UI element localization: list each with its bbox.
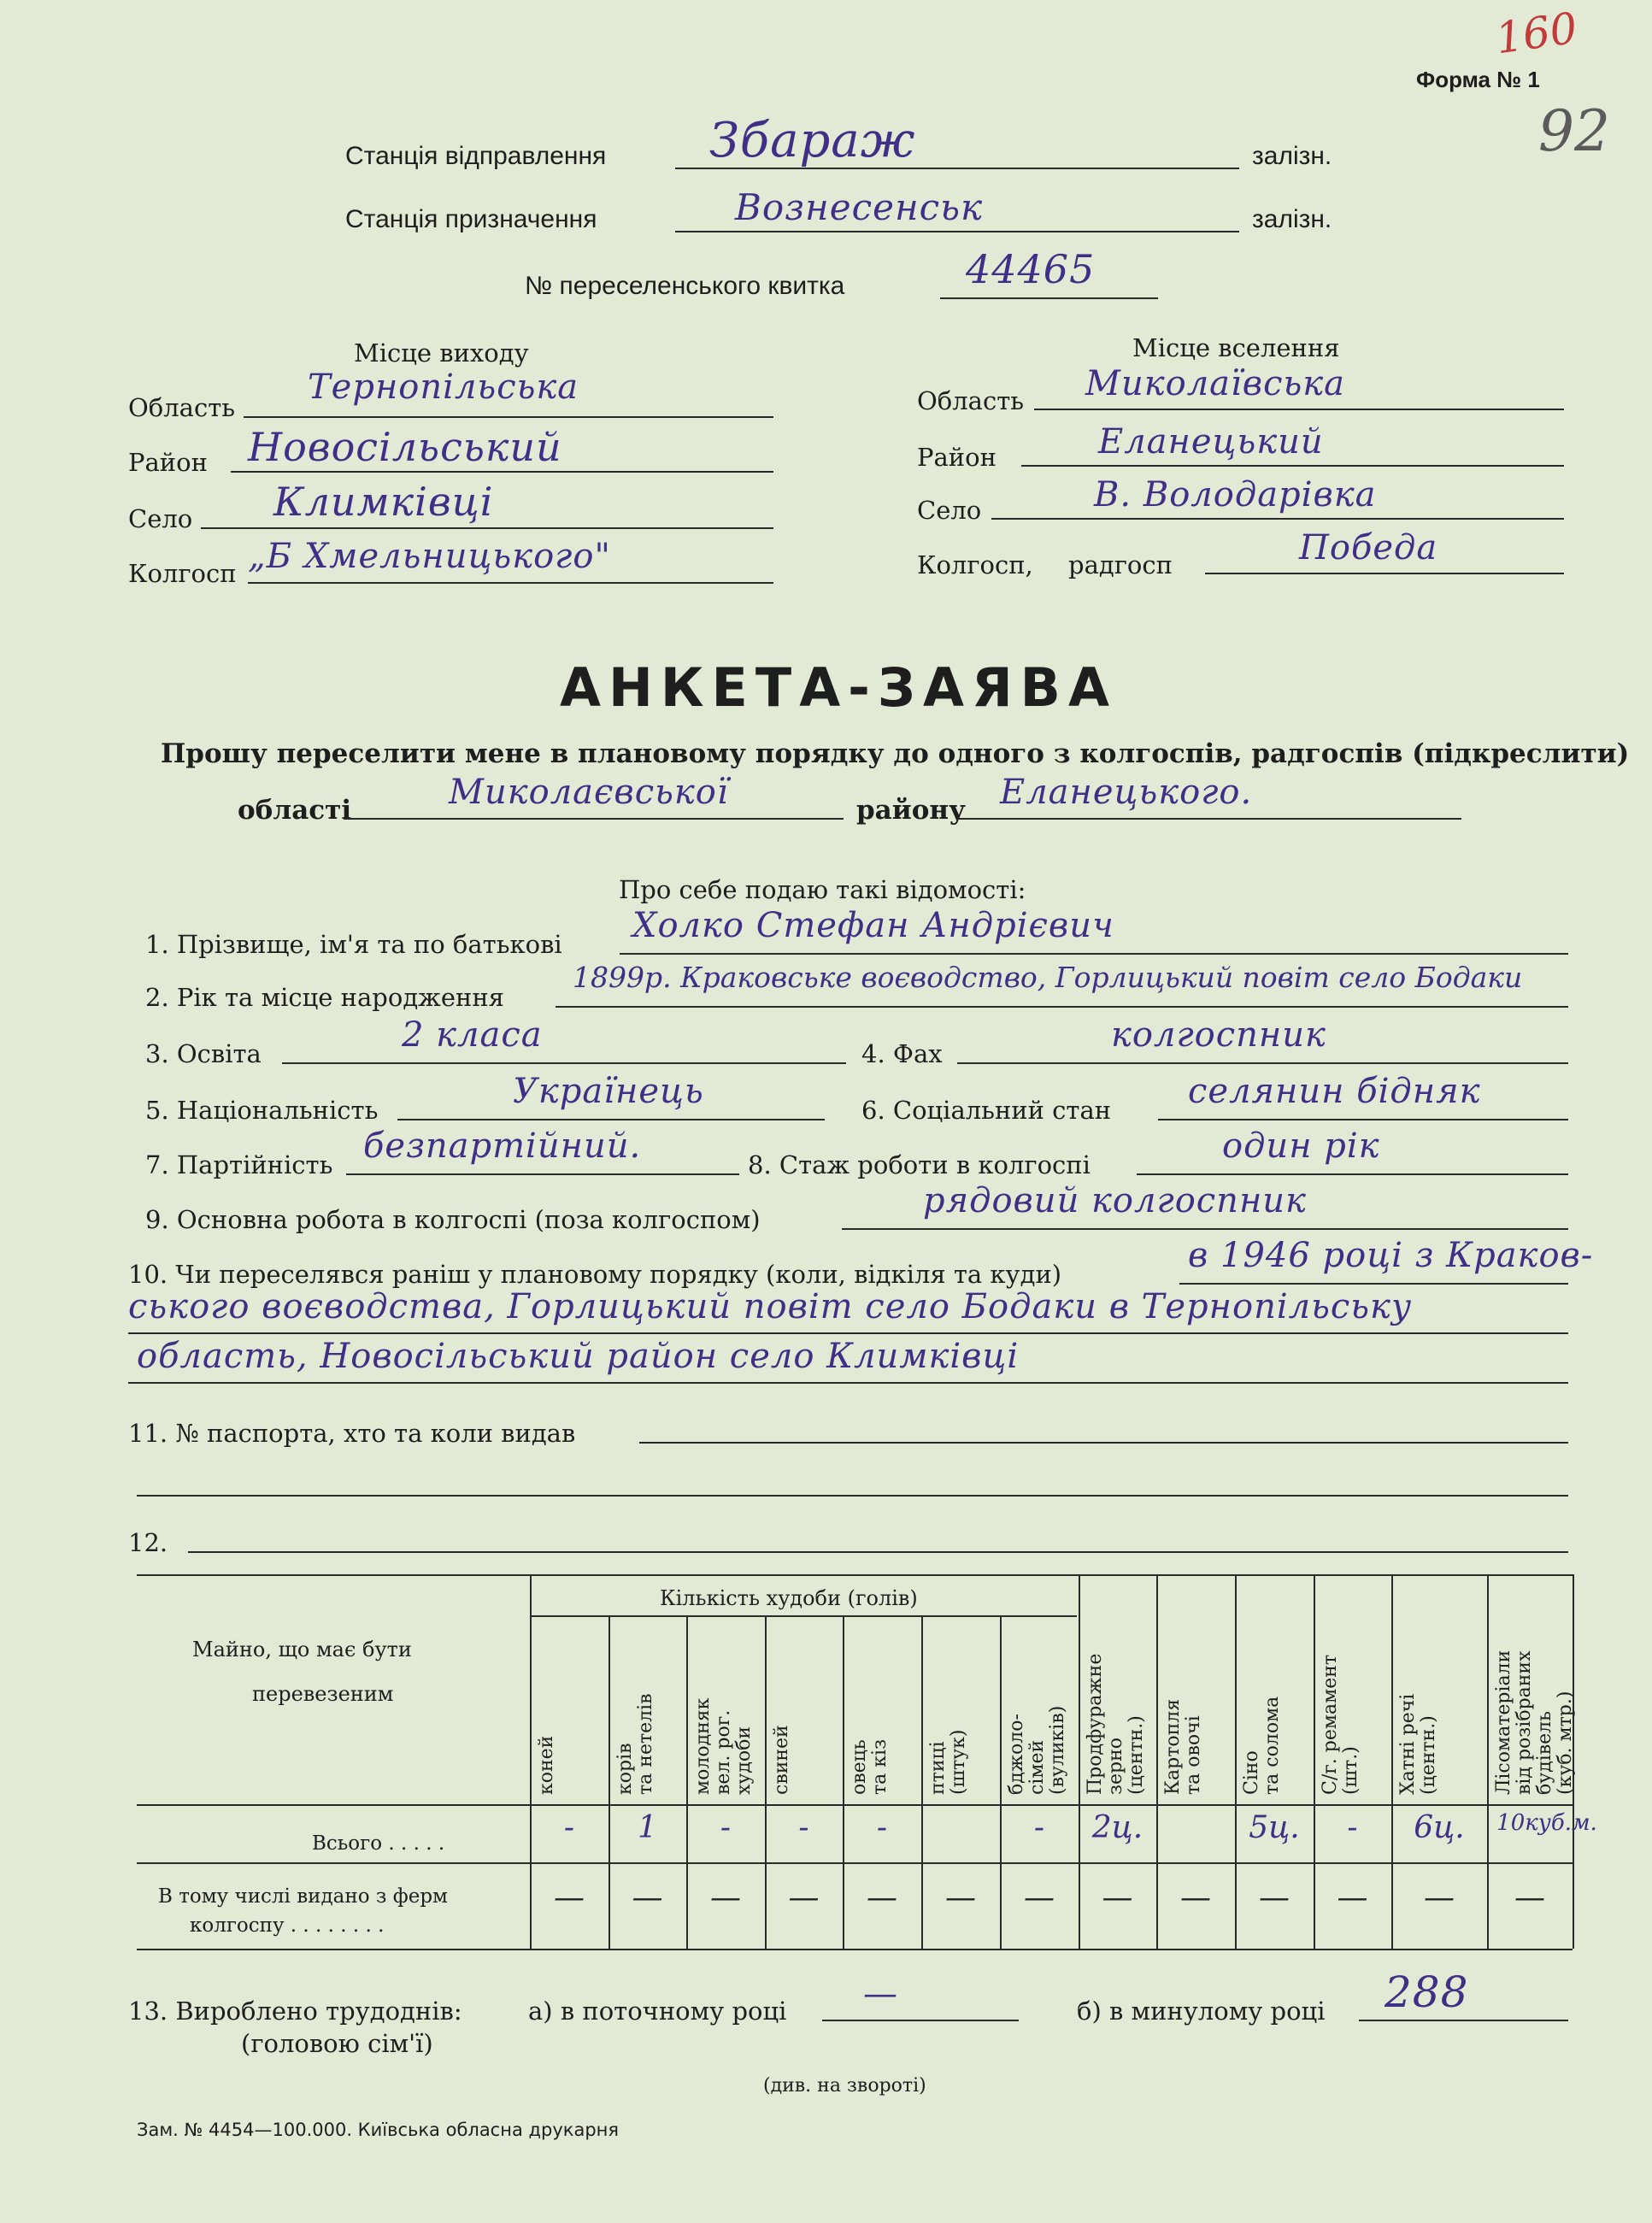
destination-selo-value: В. Володарівка [1094, 475, 1377, 515]
destination-railway: залізн. [1252, 205, 1332, 233]
field-2-value: 1899р. Краковське воєводство, Горлицький повіт село Бодаки [573, 961, 1523, 994]
ticket-value: 44465 [966, 246, 1096, 292]
workdays-label: 13. Вироблено трудоднів: [128, 1997, 462, 2026]
field-7-value: безпартійний. [363, 1126, 642, 1166]
page-title: АНКЕТА-ЗАЯВА [560, 656, 1117, 719]
corner-page-number: 92 [1538, 98, 1610, 164]
workdays-previous-label: б) в минулому році [1077, 1997, 1326, 2026]
destination-kolgosp-value: Победа [1299, 528, 1438, 568]
table-row-header-line-1: Майно, що має бути [192, 1638, 412, 1661]
destination-raion-label: Район [917, 443, 996, 472]
request-raion-value: Еланецького. [1000, 773, 1253, 812]
origin-oblast-value: Тернопільська [308, 368, 579, 407]
table-column-header: Картопля та овочі [1162, 1698, 1204, 1795]
origin-oblast-label: Область [128, 393, 236, 422]
table-farm-cell: — [1102, 1880, 1133, 1915]
destination-heading: Місце вселення [1132, 333, 1340, 362]
departure-label: Станція відправлення [345, 142, 607, 170]
field-4-label: 4. Фах [861, 1039, 943, 1068]
departure-railway: залізн. [1252, 142, 1332, 170]
field-12-label: 12. [128, 1528, 168, 1557]
destination-value: Вознесенськ [735, 186, 984, 228]
table-farm-cell: — [1180, 1880, 1211, 1915]
table-farm-cell: — [632, 1880, 663, 1915]
request-text: Прошу переселити мене в плановому порядку до одного з колгоспів, радгоспів (підкреслити) [161, 738, 1630, 769]
table-column-header: корів та нетелів [614, 1693, 656, 1795]
table-column-header: Лісоматеріали від розібраних будівель (куб. мтр.) [1493, 1650, 1576, 1795]
table-farm-cell: — [867, 1880, 897, 1915]
field-10-value-line-2: ського воєводства, Горлицький повіт село Бодаки в Тернопільську [128, 1287, 1413, 1326]
table-farm-cell: — [710, 1880, 741, 1915]
field-6-label: 6. Соціальний стан [861, 1096, 1112, 1125]
destination-label: Станція призначення [345, 205, 597, 233]
table-farm-cell: — [554, 1880, 585, 1915]
origin-kolgosp-value: „Б Хмельницького" [248, 537, 611, 576]
table-farm-cell: — [1424, 1880, 1455, 1915]
origin-selo-value: Климківці [273, 479, 494, 525]
table-farm-label-line-1: В тому числі видано з ферм [158, 1885, 448, 1908]
table-total-cell: - [1033, 1810, 1045, 1845]
table-farm-cell: — [1259, 1880, 1290, 1915]
workdays-previous-value: 288 [1385, 1967, 1469, 2017]
table-column-header: бджоло- сімей (вуликів) [1006, 1705, 1068, 1795]
table-total-cell: - [563, 1810, 575, 1845]
origin-raion-label: Район [128, 448, 208, 477]
table-farm-cell: — [788, 1880, 820, 1915]
field-1-label: 1. Прізвище, ім'я та по батькові [145, 930, 562, 959]
request-oblast-label: області [238, 795, 352, 826]
table-total-cell: 10куб.м. [1496, 1810, 1597, 1836]
table-farm-cell: — [1337, 1880, 1368, 1915]
destination-radgosp-label: радгосп [1068, 550, 1173, 579]
destination-oblast-value: Миколаївська [1085, 364, 1345, 403]
table-column-header: молодняк вел. рог. худоби [692, 1697, 755, 1795]
workdays-current-value: — [863, 1974, 898, 2014]
field-11-label: 11. № паспорта, хто та коли видав [128, 1419, 576, 1448]
field-4-value: колгоспник [1111, 1015, 1326, 1055]
destination-selo-label: Село [917, 496, 982, 525]
table-total-cell: - [798, 1810, 809, 1845]
corner-red-number: 160 [1492, 3, 1581, 64]
table-total-cell: 2ц. [1091, 1810, 1143, 1845]
field-8-value: один рік [1222, 1126, 1380, 1166]
ticket-label: № переселенського квитка [525, 272, 845, 300]
field-10-value-line-3: область, Новосільський район село Климківці [137, 1337, 1020, 1376]
field-3-label: 3. Освіта [145, 1039, 262, 1068]
origin-raion-value: Новосільський [248, 424, 562, 470]
see-back-note: (див. на звороті) [763, 2075, 926, 2097]
table-farm-cell: — [1514, 1880, 1545, 1915]
field-9-label: 9. Основна робота в колгоспі (поза колгоспом) [145, 1205, 761, 1234]
table-column-header: Сіно та солома [1241, 1696, 1283, 1795]
printer-note: Зам. № 4454—100.000. Київська обласна друкарня [137, 2120, 620, 2140]
request-oblast-value: Миколаєвської [449, 773, 729, 812]
origin-kolgosp-label: Колгосп [128, 559, 237, 588]
field-8-label: 8. Стаж роботи в колгоспі [748, 1150, 1091, 1179]
field-10-value-line-1: в 1946 році з Краков- [1188, 1236, 1594, 1275]
field-5-value: Українець [513, 1072, 704, 1111]
field-6-value: селянин бідняк [1188, 1072, 1481, 1111]
table-total-cell: - [1347, 1810, 1358, 1845]
table-column-header: С/г. ремамент (шт.) [1320, 1654, 1361, 1795]
origin-selo-label: Село [128, 504, 193, 533]
field-3-value: 2 класа [402, 1015, 543, 1055]
table-column-header: свиней [771, 1725, 792, 1795]
workdays-current-label: а) в поточному році [528, 1997, 787, 2026]
request-raion-label: району [856, 795, 966, 826]
table-farm-cell: — [945, 1880, 976, 1915]
table-column-header: Продфуражне зерно (центн.) [1085, 1653, 1147, 1795]
table-total-cell: 1 [638, 1810, 657, 1845]
origin-heading: Місце виходу [354, 338, 529, 368]
field-9-value: рядовий колгоспник [923, 1181, 1307, 1220]
table-column-header: Хатні речі (центн.) [1397, 1693, 1439, 1795]
table-column-header: коней [536, 1735, 557, 1795]
form-label: Форма № 1 [1416, 67, 1540, 92]
departure-value: Збараж [709, 113, 916, 168]
workdays-sub-label: (головою сім'ї) [241, 2029, 433, 2058]
field-1-value: Холко Стефан Андрієвич [632, 906, 1114, 945]
destination-raion-value: Еланецький [1098, 422, 1324, 462]
table-row-header-line-2: перевезеним [252, 1682, 394, 1706]
field-2-label: 2. Рік та місце народження [145, 983, 504, 1012]
table-column-header: птиці (штук) [927, 1729, 969, 1795]
destination-oblast-label: Область [917, 386, 1025, 415]
info-heading: Про себе подаю такі відомості: [619, 875, 1026, 904]
table-total-cell: - [720, 1810, 732, 1845]
livestock-group-header: Кількість худоби (голів) [660, 1586, 918, 1610]
table-total-cell: 5ц. [1249, 1810, 1300, 1845]
field-10-label: 10. Чи переселявся раніш у плановому порядку (коли, відкіля та куди) [128, 1260, 1062, 1289]
field-7-label: 7. Партійність [145, 1150, 333, 1179]
table-column-header: овець та кіз [849, 1738, 891, 1795]
table-total-cell: 6ц. [1414, 1810, 1465, 1845]
field-5-label: 5. Національність [145, 1096, 379, 1125]
table-farm-cell: — [1024, 1880, 1055, 1915]
destination-kolgosp-label: Колгосп, [917, 550, 1033, 579]
table-total-cell: - [876, 1810, 888, 1845]
table-total-label: Всього . . . . . [312, 1832, 445, 1855]
table-farm-label-line-2: колгоспу . . . . . . . . [190, 1914, 385, 1937]
